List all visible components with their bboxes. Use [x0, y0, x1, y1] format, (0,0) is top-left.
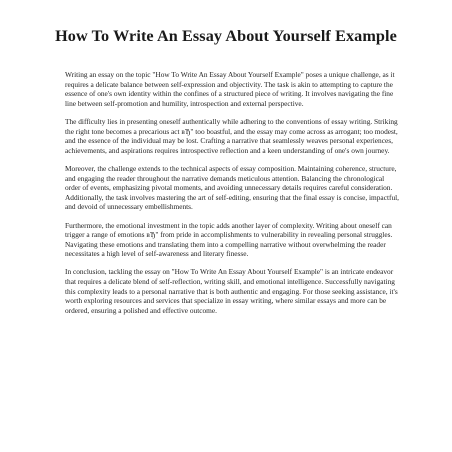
paragraph-3: Moreover, the challenge extends to the technical aspects of essay composition. Maintaining coherence, structure, and engaging the reader throughout the narrative demands meticulous attention. Balancing the chronological order of events, emphasizing pivotal moments, and avoiding unnecessary details requires careful consideration. Additionally, the task involves mastering the art of self-editing, ensuring that the final essay is concise, impactful, and devoid of unnecessary embellishments. [65, 163, 399, 212]
paragraph-2: The difficulty lies in presenting oneself authentically while adhering to the conventions of essay writing. Striking the right tone becomes a precarious act вЂ" too boastful, and the essay may come across as arrogant; too modest, and the essence of the individual may be lost. Crafting a narrative that seamlessly weaves personal experiences, achievements, and aspirations requires introspective reflection and a keen understanding of one's own journey. [65, 116, 398, 155]
document-body [65, 70, 401, 324]
paragraph-4: Furthermore, the emotional investment in the topic adds another layer of complexity. Writing about oneself can trigger a range of emotions вЂ" from pride in accomplishments to vulnerability in revealing personal struggles. Navigating these emotions and translating them into a compelling narrative without overwhelming the reader necessitates a high level of self-awareness and literary finesse. [65, 220, 393, 259]
document-title: How To Write An Essay About Yourself Example [55, 27, 397, 45]
paragraph-1: Writing an essay on the topic "How To Write An Essay About Yourself Example" poses a unique challenge, as it requires a delicate balance between self-expression and objectivity. The task is akin to attempting to capture the essence of one's own identity within the confines of a structured piece of writing. It involves navigating the fine line between self-promotion and humility, introspection and external perspective. [65, 70, 395, 108]
paragraph-5: In conclusion, tackling the essay on "How To Write An Essay About Yourself Example" is an intricate endeavor that requires a delicate blend of self-reflection, writing skill, and emotional intelligence. Successfully navigating this complexity leads to a personal narrative that is both authentic and engaging. For those seeking assistance, it's worth exploring resources and services that specialize in essay writing, where similar essays and more can be ordered, ensuring a polished and effective outcome. [65, 267, 398, 315]
